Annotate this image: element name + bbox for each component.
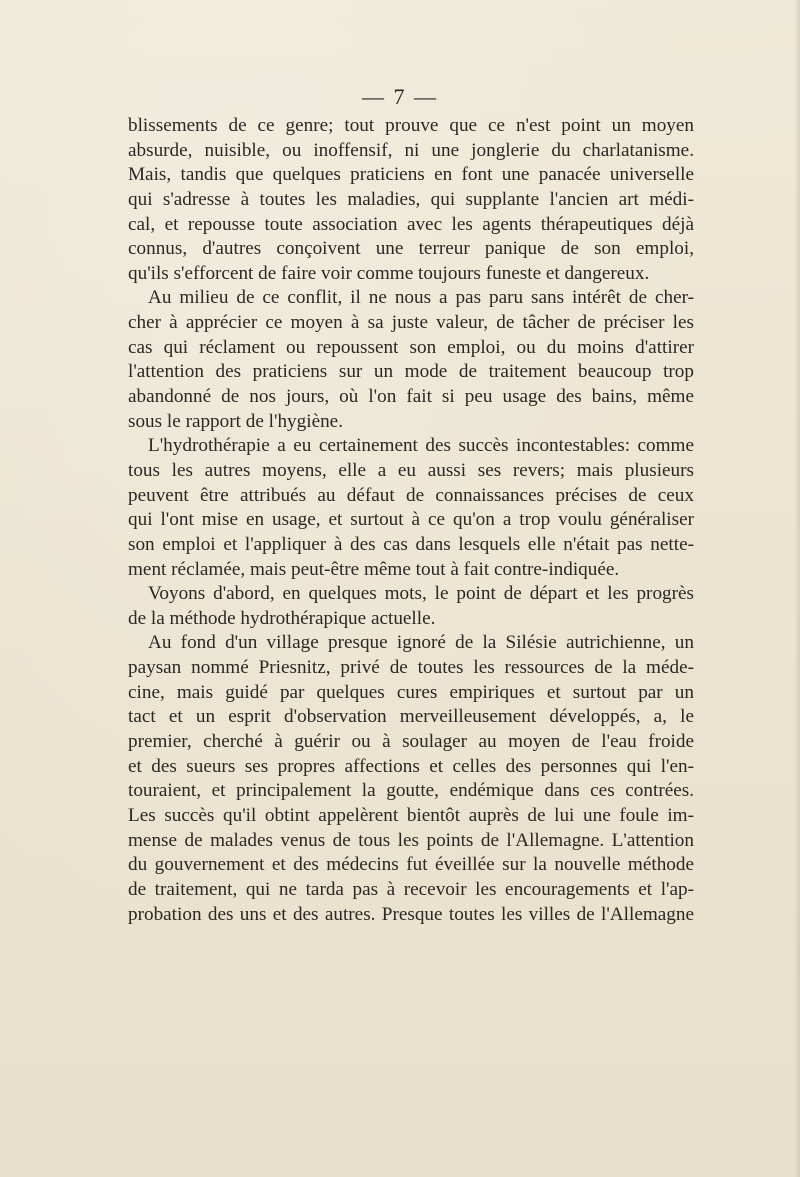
- text-line: tact et un esprit d'observation merveilleusement développés, a, le: [128, 706, 694, 728]
- text-line: absurde, nuisible, ou inoffensif, ni une jonglerie du charlatanisme.: [128, 139, 694, 161]
- text-line: connus, d'autres conçoivent une terreur panique de son emploi,: [128, 238, 694, 260]
- text-line: cine, mais guidé par quelques cures empiriques et surtout par un: [128, 681, 694, 703]
- text-line: Au milieu de ce conflit, il ne nous a pas paru sans intérêt de cher-: [148, 287, 694, 309]
- text-line: probation des uns et des autres. Presque toutes les villes de l'Allemagne: [128, 903, 694, 925]
- text-line: cal, et repousse toute association avec les agents thérapeutiques déjà: [128, 213, 694, 235]
- text-line: Voyons d'abord, en quelques mots, le point de départ et les progrès: [148, 583, 694, 605]
- text-line: cas qui réclament ou repoussent son emploi, ou du moins d'attirer: [128, 336, 694, 358]
- text-line: premier, cherché à guérir ou à soulager au moyen de l'eau froide: [128, 731, 694, 753]
- text-line: Au fond d'un village presque ignoré de la Silésie autrichienne, un: [148, 632, 694, 654]
- body-text: [128, 114, 694, 927]
- text-line: L'hydrothérapie a eu certainement des succès incontestables: comme: [148, 435, 694, 457]
- text-line: son emploi et l'appliquer à des cas dans lesquels elle n'était pas nette-: [128, 533, 694, 555]
- text-line: cher à apprécier ce moyen à sa juste valeur, de tâcher de préciser les: [128, 312, 694, 334]
- text-line: l'attention des praticiens sur un mode de traitement beaucoup trop: [128, 361, 694, 383]
- text-line: qui s'adresse à toutes les maladies, qui supplante l'ancien art médi-: [128, 188, 694, 210]
- text-line: de la méthode hydrothérapique actuelle.: [128, 607, 436, 629]
- text-line: de traitement, qui ne tarda pas à recevoir les encouragements et l'ap-: [128, 878, 694, 900]
- text-line: mense de malades venus de tous les points de l'Allemagne. L'attention: [128, 829, 694, 851]
- text-line: sous le rapport de l'hygiène.: [128, 410, 343, 432]
- text-line: blissements de ce genre; tout prouve que ce n'est point un moyen: [128, 115, 694, 136]
- text-line: peuvent être attribués au défaut de connaissances précises de ceux: [128, 484, 694, 506]
- text-line: du gouvernement et des médecins fut éveillée sur la nouvelle méthode: [128, 854, 694, 876]
- text-line: touraient, et principalement la goutte, endémique dans ces contrées.: [128, 780, 694, 802]
- text-line: Les succès qu'il obtint appelèrent bientôt auprès de lui une foule im-: [128, 804, 694, 826]
- text-line: tous les autres moyens, elle a eu aussi ses revers; mais plusieurs: [128, 459, 694, 481]
- text-line: qui l'ont mise en usage, et surtout à ce qu'on a trop voulu généraliser: [128, 509, 694, 531]
- text-line: qu'ils s'efforcent de faire voir comme toujours funeste et dangereux.: [128, 262, 650, 284]
- text-line: Mais, tandis que quelques praticiens en font une panacée universelle: [128, 164, 694, 186]
- text-line: abandonné de nos jours, où l'on fait si peu usage des bains, même: [128, 386, 694, 408]
- page-number: — 7 —: [362, 84, 438, 109]
- text-line: paysan nommé Priesnitz, privé de toutes les ressources de la méde-: [128, 657, 694, 679]
- text-line: ment réclamée, mais peut-être même tout à fait contre-indiquée.: [128, 558, 620, 580]
- page-edge-shadow: [794, 0, 800, 1177]
- text-line: et des sueurs ses propres affections et celles des personnes qui l'en-: [128, 755, 694, 777]
